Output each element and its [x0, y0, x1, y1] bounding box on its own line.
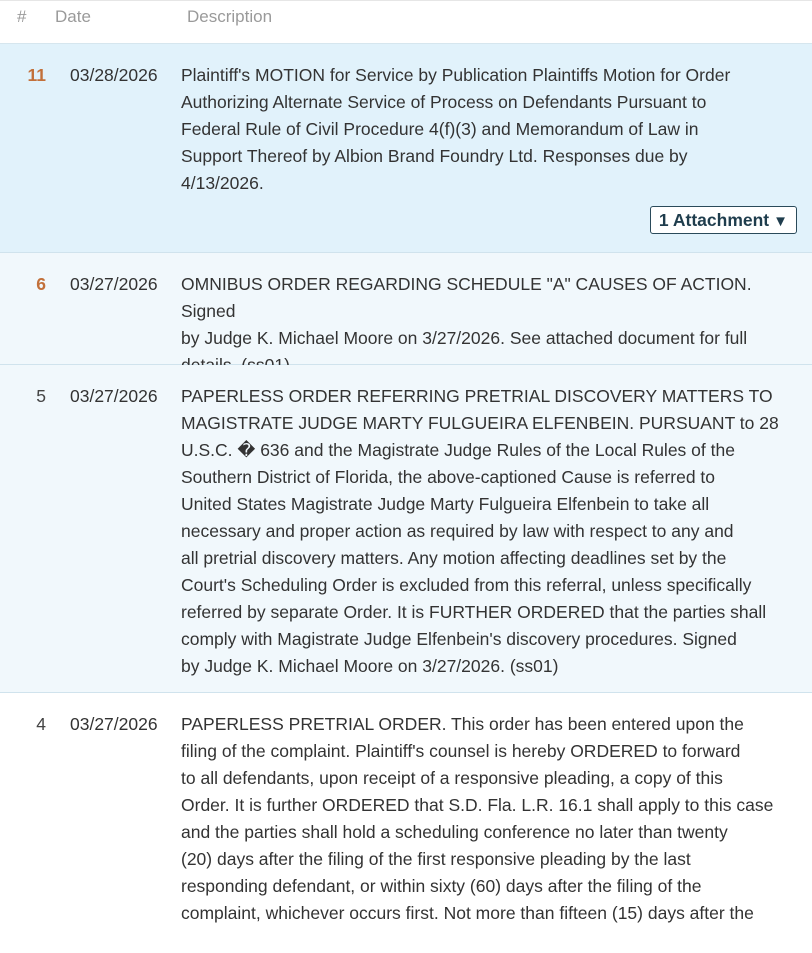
docket-entry [0, 44, 812, 253]
entry-description [181, 253, 812, 379]
description-line: all pretrial discovery matters. Any motion affecting deadlines set by the [181, 548, 727, 568]
entry-date: 03/28/2026 [70, 65, 158, 85]
description-line: PAPERLESS ORDER REFERRING PRETRIAL DISCOVERY MATTERS TO [181, 386, 773, 406]
entry-description [181, 44, 812, 197]
description-line: and the parties shall hold a scheduling conference no later than twenty [181, 822, 728, 842]
docket-entry [0, 365, 812, 693]
description-line: United States Magistrate Judge Marty Fulgueira Elfenbein to take all [181, 494, 710, 514]
description-line: to all defendants, upon receipt of a responsive pleading, a copy of this [181, 768, 723, 788]
docket-entry [0, 253, 812, 365]
description-line: by Judge K. Michael Moore on 3/27/2026. See attached document for full [181, 328, 748, 348]
description-line: Southern District of Florida, the above-captioned Cause is referred to [181, 467, 716, 487]
description-line: PAPERLESS PRETRIAL ORDER. This order has been entered upon the [181, 714, 744, 734]
header-number: # [17, 7, 27, 26]
description-line: (20) days after the filing of the first responsive pleading by the last [181, 849, 691, 869]
docket-header-row [0, 0, 812, 44]
description-line: responding defendant, or within sixty (60) days after the filing of the [181, 876, 702, 896]
description-line: complaint, whichever occurs first. Not more than fifteen (15) days after the [181, 903, 754, 923]
description-line: Order. It is further ORDERED that S.D. Fla. L.R. 16.1 shall apply to this case [181, 795, 774, 815]
entry-number-link[interactable]: 6 [36, 274, 46, 294]
attachment-label: 1 Attachment [658, 210, 770, 230]
description-line: referred by separate Order. It is FURTHER ORDERED that the parties shall [181, 602, 767, 622]
docket-entry [0, 693, 812, 953]
description-line: by Judge K. Michael Moore on 3/27/2026. (ss01) [181, 656, 559, 676]
entry-date: 03/27/2026 [70, 274, 158, 294]
entry-date: 03/27/2026 [70, 714, 158, 734]
description-line: comply with Magistrate Judge Elfenbein's discovery procedures. Signed [181, 629, 737, 649]
entry-description [181, 365, 812, 680]
description-line: Support Thereof by Albion Brand Foundry Ltd. Responses due by [181, 146, 688, 166]
header-description: Description [187, 7, 273, 26]
description-line: necessary and proper action as required by law with respect to any and [181, 521, 734, 541]
caret-down-icon: ▼ [773, 213, 788, 230]
description-line: Plaintiff's MOTION for Service by Publication Plaintiffs Motion for Order [181, 65, 731, 85]
description-line: Court's Scheduling Order is excluded from this referral, unless specifically [181, 575, 752, 595]
description-line: filing of the complaint. Plaintiff's counsel is hereby ORDERED to forward [181, 741, 741, 761]
description-line: OMNIBUS ORDER REGARDING SCHEDULE "A" CAUSES OF ACTION. Signed [181, 274, 752, 321]
entry-date: 03/27/2026 [70, 386, 158, 406]
description-line: MAGISTRATE JUDGE MARTY FULGUEIRA ELFENBEIN. PURSUANT to 28 [181, 413, 779, 433]
entry-number-link[interactable]: 11 [27, 65, 46, 85]
entry-number: 5 [36, 386, 46, 406]
description-line: U.S.C. � 636 and the Magistrate Judge Rules of the Local Rules of the [181, 440, 735, 460]
attachment-toggle-button[interactable] [650, 206, 797, 234]
attachment-area [0, 206, 812, 242]
description-line: Authorizing Alternate Service of Process on Defendants Pursuant to [181, 92, 707, 112]
entry-number: 4 [36, 714, 46, 734]
header-date: Date [55, 7, 91, 26]
entry-description [181, 693, 812, 927]
description-line: 4/13/2026. [181, 173, 264, 193]
description-line: Federal Rule of Civil Procedure 4(f)(3) and Memorandum of Law in [181, 119, 699, 139]
